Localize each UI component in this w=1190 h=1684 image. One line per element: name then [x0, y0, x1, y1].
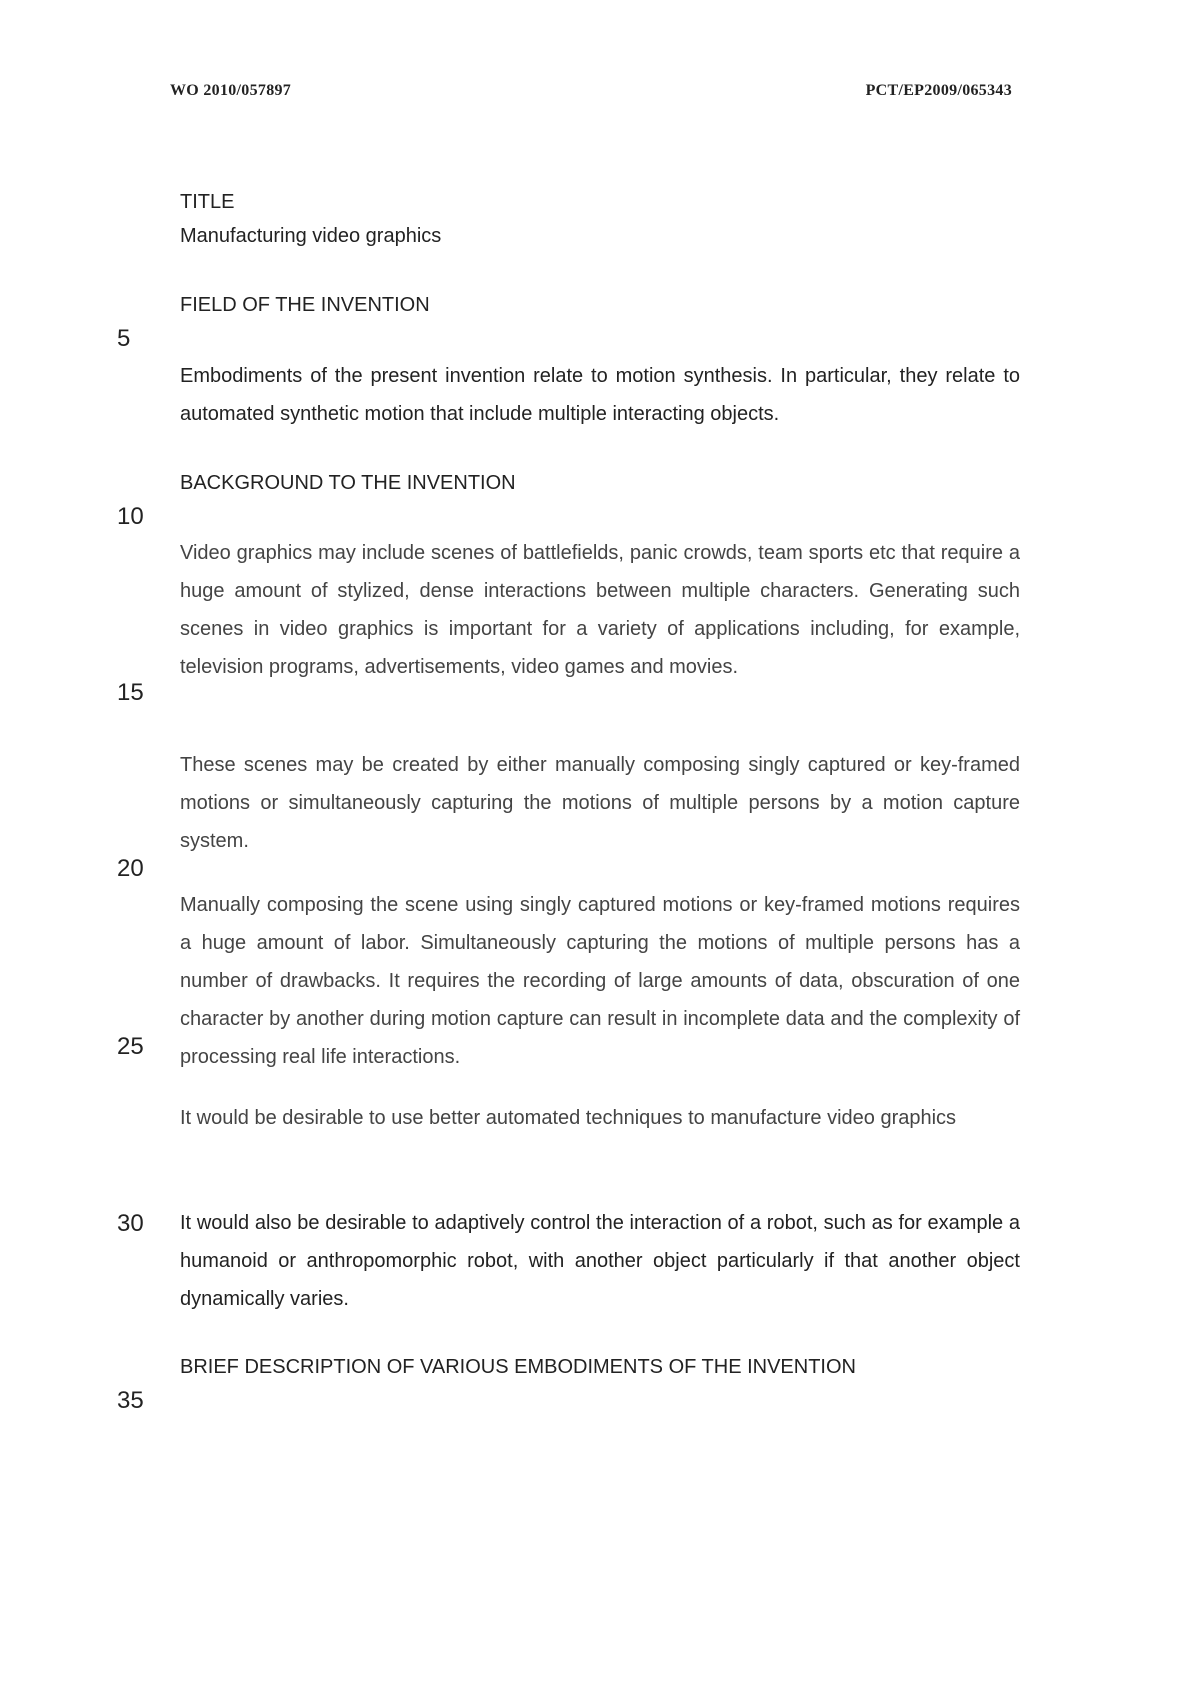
background-paragraph-2: These scenes may be created by either manually composing singly captured or key-framed motions or simultaneously capturing the motions of multiple persons by a motion capture system.	[180, 754, 1020, 852]
field-paragraph: Embodiments of the present invention relate to motion synthesis. In particular, they relate to automated synthetic motion that include multiple interacting objects.	[180, 365, 1020, 425]
application-number: PCT/EP2009/065343	[865, 82, 1012, 99]
background-heading: BACKGROUND TO THE INVENTION	[180, 472, 516, 494]
line-number-20: 20	[117, 855, 144, 882]
background-paragraph-4: It would be desirable to use better automated techniques to manufacture video graphics	[180, 1107, 957, 1129]
background-paragraph-1: Video graphics may include scenes of battlefields, panic crowds, team sports etc that require a huge amount of stylized, dense interactions between multiple characters. Generating such scenes in video graphics is important for a variety of applications including, for example, television programs, advertisements, video games and movies.	[180, 542, 1020, 678]
title-text: Manufacturing video graphics	[180, 225, 442, 247]
line-number-10: 10	[117, 503, 144, 530]
brief-description-heading: BRIEF DESCRIPTION OF VARIOUS EMBODIMENTS OF THE INVENTION	[180, 1356, 856, 1378]
line-number-25: 25	[117, 1033, 144, 1060]
line-number-5: 5	[117, 325, 131, 352]
title-heading: TITLE	[180, 191, 235, 213]
line-number-35: 35	[117, 1387, 144, 1414]
line-number-15: 15	[117, 679, 144, 706]
publication-number: WO 2010/057897	[170, 82, 292, 99]
background-paragraph-5: It would also be desirable to adaptively control the interaction of a robot, such as for example a humanoid or anthropomorphic robot, with another object particularly if that another object dynamically varies.	[180, 1212, 1020, 1310]
background-paragraph-3: Manually composing the scene using singly captured motions or key-framed motions requires a huge amount of labor. Simultaneously capturing the motions of multiple persons has a number of drawbacks. It requires the recording of large amounts of data, obscuration of one character by another during motion capture can result in incomplete data and the complexity of processing real life interactions.	[180, 894, 1020, 1068]
line-number-30: 30	[117, 1210, 144, 1237]
field-heading: FIELD OF THE INVENTION	[180, 294, 430, 316]
